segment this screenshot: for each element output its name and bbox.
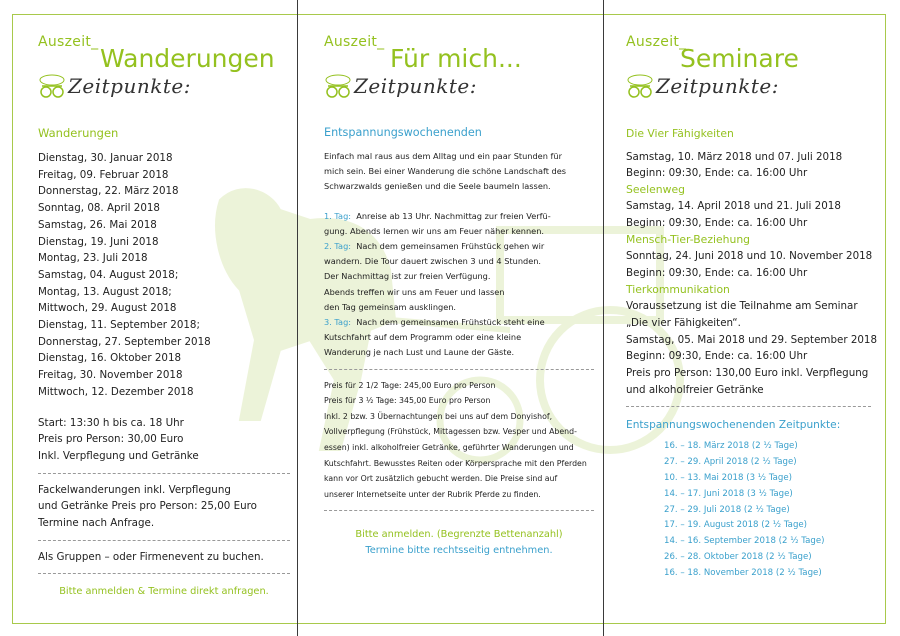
list-item: 14. – 17. Juni 2018 (3 ½ Tage) (664, 488, 793, 499)
info-line: Als Gruppen – oder Firmenevent zu buchen. (38, 550, 264, 563)
seminar-line: Sonntag, 24. Juni 2018 und 10. November 2018 (626, 250, 873, 263)
divider (38, 540, 290, 541)
list-item: Samstag, 26. Mai 2018 (38, 218, 157, 231)
info-line: Inkl. Verpflegung und Getränke (38, 449, 199, 462)
list-item: Dienstag, 19. Juni 2018 (38, 235, 159, 248)
logo-row (38, 70, 290, 116)
seminar-line: Beginn: 09:30, Ende: ca. 16:00 Uhr (626, 217, 808, 230)
fold-line (297, 0, 298, 636)
price-line: Inkl. 2 bzw. 3 Übernachtungen bei uns auf dem Donyishof, (324, 411, 553, 421)
list-item: 16. – 18. März 2018 (2 ½ Tage) (664, 441, 798, 452)
panel-wanderungen (38, 0, 290, 636)
day-line (324, 315, 594, 330)
info-line: und Getränke Preis pro Person: 25,00 Euro (38, 500, 257, 513)
section-heading: Wanderungen (38, 126, 119, 140)
seminar-line: Voraussetzung ist die Teilnahme am Seminar (626, 300, 858, 313)
seminar-line: und alkoholfreier Getränke (626, 383, 764, 396)
intro-line: Einfach mal raus aus dem Alltag und ein paar Stunden für (324, 151, 562, 161)
day-line: Abends treffen wir uns am Feuer und lassen (324, 286, 505, 297)
list-item: Dienstag, 30. Januar 2018 (38, 152, 173, 164)
day-label: 1. Tag: (324, 210, 352, 221)
seminar-heading: Mensch-Tier-Beziehung (626, 232, 751, 246)
divider (324, 510, 594, 511)
title-prefix: Auszeit_ (324, 34, 385, 50)
footer-note: Termine bitte rechtsseitig entnehmen. (365, 544, 553, 556)
logo-icon (324, 70, 352, 100)
divider (38, 473, 290, 474)
logo-row (626, 70, 871, 116)
seminar-line: Preis pro Person: 130,00 Euro inkl. Verpflegung (626, 367, 869, 380)
day-line: Kutschfahrt auf dem Programm oder eine kleine (324, 332, 522, 343)
day-line: Der Nachmittag ist zur freien Verfügung. (324, 271, 491, 282)
list-item: Dienstag, 11. September 2018; (38, 319, 200, 332)
day-line: Wanderung je nach Lust und Laune der Gäste. (324, 347, 515, 358)
intro-line: mich sein. Bei einer Wanderung die schöne Landschaft des (324, 166, 567, 177)
list-item: Freitag, 09. Februar 2018 (38, 168, 169, 181)
title-main: Für mich... (390, 44, 522, 73)
seminar-reference: „Die vier Fähigkeiten“. (626, 316, 741, 329)
list-item: Sonntag, 08. April 2018 (38, 202, 160, 215)
day-line: gung. Abends lernen wir uns am Feuer näher kennen. (324, 225, 544, 236)
seminar-line: Beginn: 09:30, Ende: ca. 16:00 Uhr (626, 350, 808, 363)
list-item: Samstag, 04. August 2018; (38, 268, 179, 281)
day-label: 3. Tag: (324, 317, 352, 328)
ew-date-list (626, 439, 871, 581)
section-heading: Entspannungswochenenden (324, 126, 482, 139)
section-heading: Entspannungswochenenden Zeitpunkte: (626, 419, 841, 432)
list-item: Mittwoch, 29. August 2018 (38, 302, 177, 315)
panel-seminare (626, 0, 878, 636)
list-item: 27. – 29. April 2018 (2 ½ Tage) (664, 457, 797, 468)
seminar-heading: Seelenweg (626, 182, 685, 196)
day-line: wandern. Die Tour dauert zwischen 3 und 4 Stunden. (324, 256, 542, 267)
price-line: kann vor Ort zusätzlich gebucht werden. Die Preise sind auf (324, 474, 558, 484)
list-item: 14. – 16. September 2018 (2 ½ Tage) (664, 536, 825, 547)
info-line: Termine nach Anfrage. (38, 517, 155, 530)
list-item: 27. – 29. Juli 2018 (2 ½ Tage) (664, 504, 790, 515)
title-main: Wanderungen (100, 44, 275, 73)
seminar-line: Beginn: 09:30, Ende: ca. 16:00 Uhr (626, 267, 808, 280)
day-line: den Tag gemeinsam ausklingen. (324, 301, 457, 312)
list-item: 26. – 28. Oktober 2018 (2 ½ Tage) (664, 552, 812, 563)
info-line: Fackelwanderungen inkl. Verpflegung (38, 483, 231, 496)
list-item: Dienstag, 16. Oktober 2018 (38, 352, 182, 365)
title-main: Seminare (680, 44, 799, 73)
seminar-heading: Die Vier Fähigkeiten (626, 127, 734, 140)
list-item: 10. – 13. Mai 2018 (3 ½ Tage) (664, 473, 793, 484)
day-line (324, 239, 594, 254)
logo-row (324, 70, 594, 116)
day-text: Nach dem gemeinsamen Frühstück steht eine (356, 317, 545, 328)
panel-title (324, 20, 594, 72)
list-item: Donnerstag, 27. September 2018 (38, 335, 211, 348)
divider (38, 573, 290, 574)
intro-line: Schwarzwalds genießen und die Seele baumeln lassen. (324, 181, 551, 192)
divider (626, 406, 871, 407)
list-item: 17. – 19. August 2018 (2 ½ Tage) (664, 520, 808, 531)
seminar-heading: Tierkommunikation (626, 282, 730, 296)
logo-icon (38, 70, 66, 100)
info-line: Start: 13:30 h bis ca. 18 Uhr (38, 416, 184, 429)
panel-title (38, 20, 290, 72)
date-list (38, 150, 290, 401)
info-line: Preis pro Person: 30,00 Euro (38, 433, 184, 446)
seminar-line: Samstag, 05. Mai 2018 und 29. September 2018 (626, 333, 878, 346)
zeitpunkte-heading: Zeitpunkte: (354, 74, 477, 98)
title-prefix: Auszeit_ (38, 34, 99, 50)
seminar-line: Samstag, 14. April 2018 und 21. Juli 2018 (626, 200, 841, 213)
seminar-line: Beginn: 09:30, Ende: ca. 16:00 Uhr (626, 167, 808, 180)
zeitpunkte-heading: Zeitpunkte: (68, 74, 191, 98)
day-text: Nach dem gemeinsamen Frühstück gehen wir (356, 241, 545, 252)
list-item: Donnerstag, 22. März 2018 (38, 185, 179, 198)
footer-note: Bitte anmelden & Termine direkt anfragen. (59, 586, 269, 598)
price-line: Preis für 2 1/2 Tage: 245,00 Euro pro Person (324, 380, 496, 390)
list-item: Montag, 23. Juli 2018 (38, 252, 148, 265)
price-line: essen) inkl. alkoholfreier Getränke, geführter Wanderungen und (324, 443, 574, 453)
list-item: Freitag, 30. November 2018 (38, 369, 183, 382)
price-line: unserer Internetseite unter der Rubrik Pferde zu finden. (324, 489, 541, 499)
list-item: Montag, 13. August 2018; (38, 285, 172, 298)
zeitpunkte-heading: Zeitpunkte: (656, 74, 779, 98)
footer-note: Bitte anmelden. (Begrenzte Bettenanzahl) (355, 529, 563, 541)
panel-title (626, 20, 871, 72)
list-item: 16. – 18. November 2018 (2 ½ Tage) (664, 567, 822, 578)
day-line (324, 209, 594, 224)
fold-line (603, 0, 604, 636)
divider (324, 369, 594, 370)
price-line: Preis für 3 ½ Tage: 345,00 Euro pro Person (324, 396, 491, 406)
day-label: 2. Tag: (324, 241, 352, 252)
title-prefix: Auszeit_ (626, 34, 687, 50)
price-line: Vollverpflegung (Frühstück, Mittagessen bzw. Vesper und Abend- (324, 427, 577, 437)
list-item: Mittwoch, 12. Dezember 2018 (38, 385, 194, 398)
day-text: Anreise ab 13 Uhr. Nachmittag zur freien Verfü- (356, 210, 551, 221)
seminar-line: Samstag, 10. März 2018 und 07. Juli 2018 (626, 150, 843, 163)
panel-fuer-mich (324, 0, 594, 636)
price-line: Kutschfahrt. Bewusstes Reiten oder Körpersprache mit den Pferden (324, 458, 587, 468)
logo-icon (626, 70, 654, 100)
